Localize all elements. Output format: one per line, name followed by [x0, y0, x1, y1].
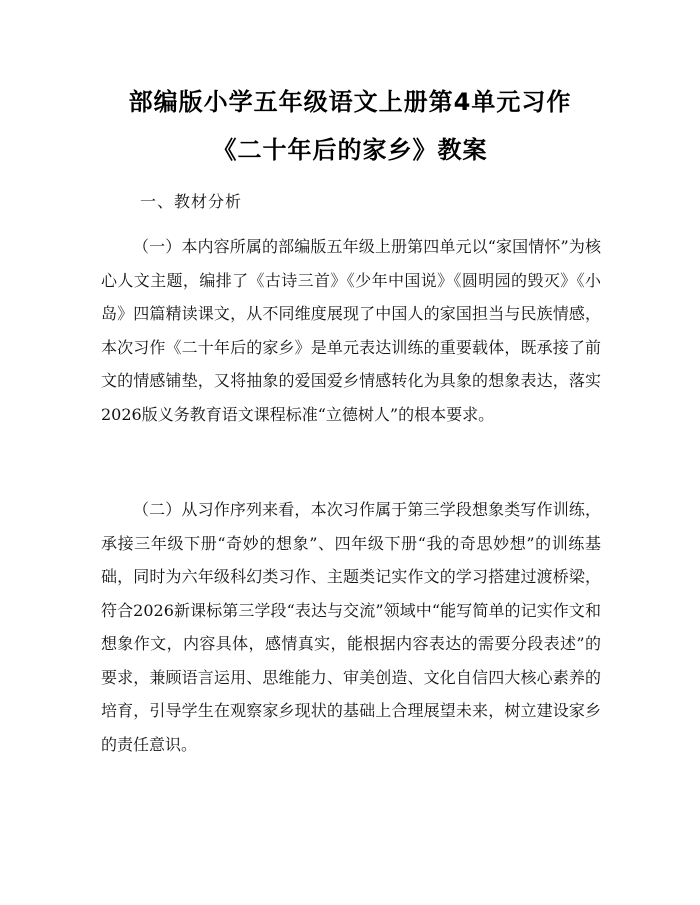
paragraph-2: （二）从习作序列来看，本次习作属于第三学段想象类写作训练，承接三年级下册“奇妙的想象”、四年级下册“我的奇思妙想”的训练基础，同时为六年级科幻类习作、主题类记实作文的学习搭建过渡桥梁，符合2026新课标第三学段“表达与交流”领域中“能写简单的记实作文和想象作文，内容具体，感情真实，能根据内容表达的需要分段表述”的要求，兼顾语言运用、思维能力、审美创造、文化自信四大核心素养的培育，引导学生在观察家乡现状的基础上合理展望未来，树立建设家乡的责任意识。 — [101, 500, 601, 754]
section-heading: 一、教材分析 — [140, 192, 243, 211]
document-title-line-2: 《二十年后的家乡》教案 — [212, 136, 488, 164]
document-title-line-1: 部编版小学五年级语文上册第4单元习作 — [128, 88, 572, 116]
paragraph-1: （一）本内容所属的部编版五年级上册第四单元以“家国情怀”为核心人文主题，编排了《古诗三首》《少年中国说》《圆明园的毁灭》《小岛》四篇精读课文，从不同维度展现了中国人的家国担当与民族情感，本次习作《二十年后的家乡》是单元表达训练的重要载体，既承接了前文的情感铺垫，又将抽象的爱国爱乡情感转化为具象的想象表达，落实2026版义务教育语文课程标准“立德树人”的根本要求。 — [101, 237, 601, 424]
